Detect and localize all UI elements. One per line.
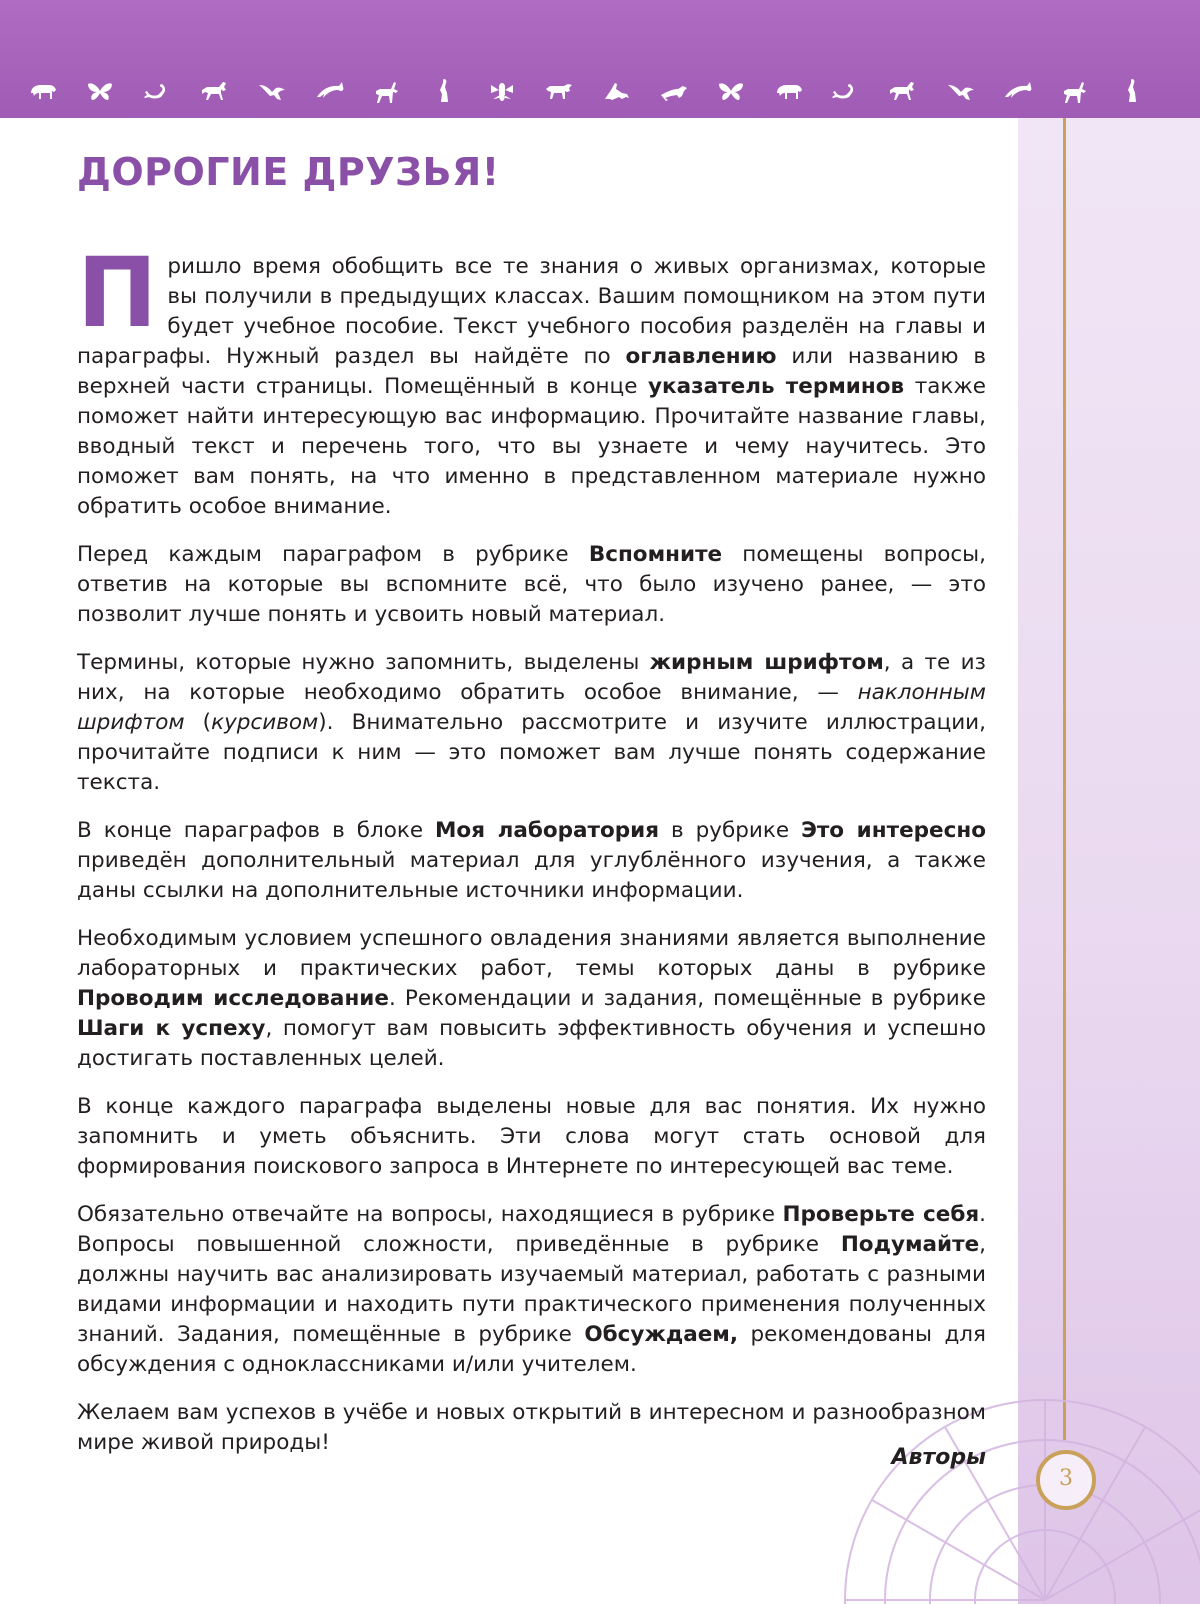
- text-run: в рубрике: [659, 818, 802, 843]
- italic-term: курсивом: [211, 710, 319, 735]
- paragraph-questions: [77, 1200, 986, 1380]
- paragraph-concepts: [77, 1092, 986, 1182]
- bison-icon: [774, 77, 804, 105]
- horse-icon: [888, 77, 918, 105]
- text-run: . Вопросы повышенной сложности, приведённые в рубрике: [77, 1202, 986, 1257]
- bold-term: Вспомните: [588, 542, 723, 567]
- bison-icon: [28, 77, 58, 105]
- bold-term: жирным шрифтом: [649, 650, 884, 675]
- text-run: . Рекомендации и задания, помещённые в рубрике: [388, 986, 986, 1011]
- bold-term: Это интересно: [801, 818, 986, 843]
- drop-cap: П: [77, 237, 158, 349]
- bold-term: Моя лаборатория: [435, 818, 660, 843]
- text-run: Обязательно отвечайте на вопросы, находящиеся в рубрике: [77, 1202, 783, 1227]
- gold-vertical-rule: [1063, 118, 1066, 1440]
- body-text: [77, 237, 986, 1476]
- bold-term: Обсуждаем,: [584, 1322, 739, 1347]
- bird-icon: [946, 77, 976, 105]
- paragraph-intro: [77, 237, 986, 522]
- text-run: Желаем вам успехов в учёбе и новых открытий в интересном и разнообразном мире живой природы!: [77, 1400, 986, 1455]
- cat-icon: [602, 77, 632, 105]
- bold-term: указатель терминов: [648, 374, 905, 399]
- paragraph-terms: [77, 648, 986, 798]
- text-run: также поможет найти интересующую вас информацию. Прочитайте название главы, вводный текст и перечень того, что вы узнаете и чему научитесь. Это поможет вам понять, на что именно в представленном материале нужно обратить особое внимание.: [77, 374, 986, 519]
- butterfly-icon: [85, 77, 115, 105]
- lizard-icon: [659, 77, 689, 105]
- bold-term: Шаги к успеху: [77, 1016, 266, 1041]
- text-run: (: [184, 710, 212, 735]
- page-title: ДОРОГИЕ ДРУЗЬЯ!: [77, 150, 500, 194]
- signature-authors: Авторы: [891, 1445, 986, 1470]
- text-run: Необходимым условием успешного овладения знаниями является выполнение лабораторных и практических работ, темы которых даны в рубрике: [77, 926, 986, 981]
- text-run: В конце параграфов в блоке: [77, 818, 436, 843]
- text-run: ришло время обобщить все те знания о живых организмах, которые вы получили в предыдущих классах. Вашим помощником на этом пути будет учебное пособие. Текст учебного пособия разделён на главы и параграфы. Нужный раздел вы найдёте по: [77, 254, 986, 369]
- antelope-icon: [1060, 77, 1090, 105]
- bold-term: оглавлению: [625, 344, 777, 369]
- bird-icon: [257, 77, 287, 105]
- paragraph-lab: [77, 816, 986, 906]
- text-run: ). Внимательно рассмотрите и изучите иллюстрации, прочитайте подписи к ним — это поможет вам лучше понять содержание текста.: [77, 710, 986, 795]
- horse-icon: [200, 77, 230, 105]
- header-band: [0, 0, 1200, 118]
- paragraph-research: [77, 924, 986, 1074]
- antelope-icon: [372, 77, 402, 105]
- scorpion-icon: [831, 77, 861, 105]
- text-run: , а те из них, на которые необходимо обратить особое внимание, —: [77, 650, 986, 705]
- text-run: или названию в верхней части страницы. Помещённый в конце: [77, 344, 986, 399]
- dolphin-icon: [315, 77, 345, 105]
- page-number: 3: [1036, 1450, 1096, 1510]
- text-run: , помогут вам повысить эффективность обучения и успешно достигать поставленных целей.: [77, 1016, 986, 1071]
- bold-term: Проводим исследование: [77, 986, 389, 1011]
- text-run: приведён дополнительный материал для углублённого изучения, а также даны ссылки на дополнительные источники информации.: [77, 848, 986, 903]
- text-run: помещены вопросы, ответив на которые вы вспомните всё, что было изучено ранее, — это позволит лучше понять и усвоить новый материал.: [77, 542, 986, 627]
- italic-term: наклонным шрифтом: [77, 680, 986, 735]
- paragraph-remember: [77, 540, 986, 630]
- scorpion-icon: [143, 77, 173, 105]
- text-run: В конце каждого параграфа выделены новые для вас понятия. Их нужно запомнить и уметь объяснить. Эти слова могут стать основой для формирования поискового запроса в Интернете по интересующей вас теме.: [77, 1094, 986, 1179]
- text-run: Термины, которые нужно запомнить, выделены: [77, 650, 650, 675]
- butterfly-icon: [716, 77, 746, 105]
- bull-icon: [544, 77, 574, 105]
- meerkat-icon: [1118, 77, 1148, 105]
- bold-term: Подумайте: [840, 1232, 980, 1257]
- animal-icon-strip: [28, 74, 1148, 108]
- dolphin-icon: [1003, 77, 1033, 105]
- text-run: , должны научить вас анализировать изучаемый материал, работать с разными видами информации и находить пути практического применения полученных знаний. Задания, помещённые в рубрике: [77, 1232, 986, 1347]
- insect-icon: [487, 77, 517, 105]
- meerkat-icon: [430, 77, 460, 105]
- bold-term: Проверьте себя: [782, 1202, 980, 1227]
- text-run: рекомендованы для обсуждения с одноклассниками и/или учителем.: [77, 1322, 986, 1377]
- text-run: Перед каждым параграфом в рубрике: [77, 542, 589, 567]
